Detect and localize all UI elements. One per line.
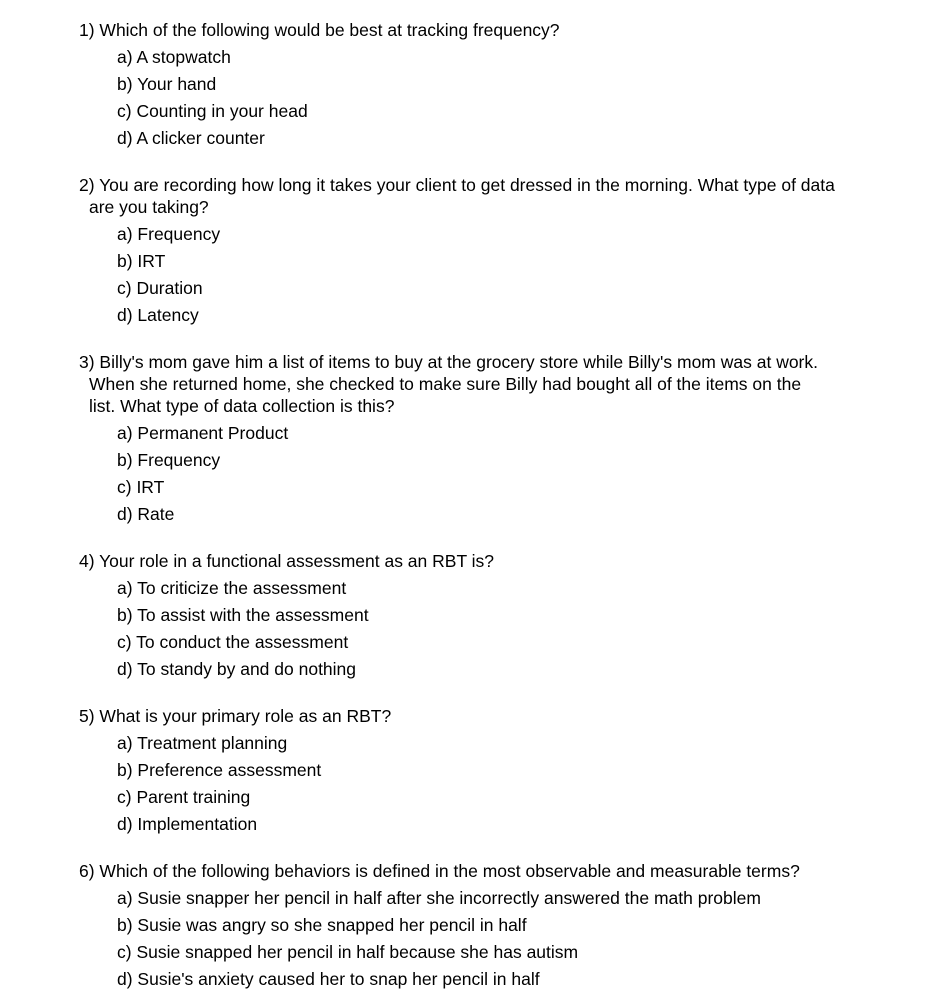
question-5-option-a: a) Treatment planning: [117, 733, 288, 753]
question-1-option-c: c) Counting in your head: [117, 101, 308, 121]
question-6-text: 6) Which of the following behaviors is defined in the most observable and measurable terms?: [79, 861, 800, 881]
question-6-option-a: a) Susie snapper her pencil in half after she incorrectly answered the math problem: [117, 888, 761, 908]
question-1-text: 1) Which of the following would be best at tracking frequency?: [79, 20, 560, 40]
question-1-option-b: b) Your hand: [117, 74, 217, 94]
question-4-text: 4) Your role in a functional assessment as an RBT is?: [79, 551, 495, 571]
question-4-option-a: a) To criticize the assessment: [117, 578, 347, 598]
question-3-option-a: a) Permanent Product: [117, 423, 289, 443]
question-3-option-b: b) Frequency: [117, 450, 221, 470]
question-1-option-d: d) A clicker counter: [117, 128, 265, 148]
question-1-option-a: a) A stopwatch: [117, 47, 231, 67]
question-2-text-line-1: 2) You are recording how long it takes your client to get dressed in the morning. What type of data: [79, 175, 835, 195]
question-5-option-c: c) Parent training: [117, 787, 251, 807]
question-2-option-a: a) Frequency: [117, 224, 221, 244]
question-3-text-line-3: list. What type of data collection is this?: [89, 396, 395, 416]
question-6-option-d: d) Susie's anxiety caused her to snap her pencil in half: [117, 969, 540, 989]
question-2-option-d: d) Latency: [117, 305, 199, 325]
question-4-option-d: d) To standy by and do nothing: [117, 659, 357, 679]
question-5-option-b: b) Preference assessment: [117, 760, 322, 780]
question-2-text-line-2: are you taking?: [89, 197, 209, 217]
question-1: [79, 19, 930, 149]
question-3: [79, 351, 930, 525]
question-2-option-c: c) Duration: [117, 278, 203, 298]
question-3-text-line-1: 3) Billy's mom gave him a list of items to buy at the grocery store while Billy's mom was at work.: [79, 352, 818, 372]
question-2-option-b: b) IRT: [117, 251, 166, 271]
question-3-text-line-2: When she returned home, she checked to make sure Billy had bought all of the items on the: [89, 374, 802, 394]
question-3-option-d: d) Rate: [117, 504, 175, 524]
question-5: [79, 705, 930, 835]
question-6: [79, 860, 930, 990]
question-5-option-d: d) Implementation: [117, 814, 258, 834]
question-3-option-c: c) IRT: [117, 477, 165, 497]
question-4-option-b: b) To assist with the assessment: [117, 605, 369, 625]
question-4: [79, 550, 930, 680]
question-6-option-b: b) Susie was angry so she snapped her pencil in half: [117, 915, 527, 935]
question-2: [79, 174, 930, 326]
question-6-option-c: c) Susie snapped her pencil in half because she has autism: [117, 942, 579, 962]
question-5-text: 5) What is your primary role as an RBT?: [79, 706, 392, 726]
question-4-option-c: c) To conduct the assessment: [117, 632, 349, 652]
